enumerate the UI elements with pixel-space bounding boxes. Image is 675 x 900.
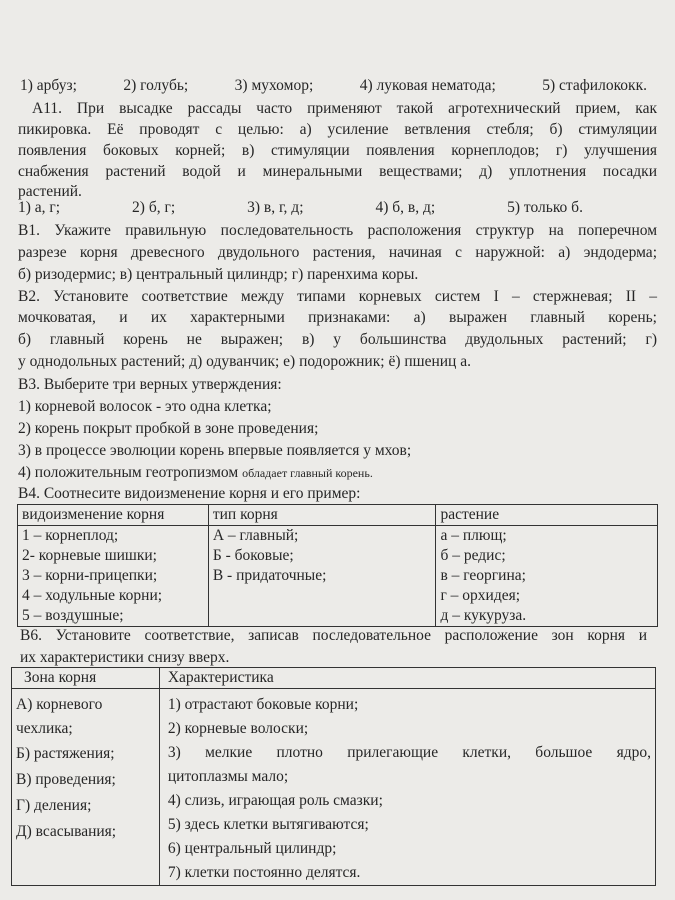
list-item: в – георгина; — [440, 567, 526, 584]
list-item: Г) деления; — [16, 797, 92, 814]
b2-line: В2. Установите соответствие между типами корневых систем I – стержневая; II – — [18, 288, 657, 305]
option: 3) мухомор; — [234, 77, 314, 94]
b1-line: В1. Укажите правильную последовательность расположения структур на поперечном — [18, 222, 657, 239]
list-item: 3) мелкие плотно прилегающие клетки, большое ядро, — [167, 744, 651, 761]
option: 5) стафилококк. — [542, 77, 647, 94]
list-item: 4 – ходульные корни; — [22, 587, 163, 604]
b3-item: 3) в процессе эволюции корень впервые появляется у мхов; — [18, 442, 412, 459]
b1-line: разрезе корня древесного двудольного растения, начиная с наружной: а) эндодерма; — [18, 244, 657, 261]
b6-header: Зона корня — [12, 668, 160, 689]
a11-line: появления боковых корней; в) стимуляции появления корнеплодов; г) улучшения — [18, 142, 657, 159]
b6-header-row — [12, 668, 656, 689]
list-item: б – редис; — [440, 547, 506, 564]
list-item: В - придаточные; — [212, 567, 327, 584]
list-item: цитоплазмы мало; — [167, 768, 289, 785]
option: 2) голубь; — [123, 77, 189, 94]
b6-characteristics — [159, 689, 655, 886]
b4-header: видоизменение корня — [18, 505, 209, 526]
b6-title: В6. Установите соответствие, записав последовательное расположение зон корня и — [20, 627, 647, 644]
b1-line: б) ризодермис; в) центральный цилиндр; г) паренхима коры. — [18, 266, 419, 283]
a11-line: А11. При высадке рассады часто применяют такой агротехнический прием, как — [32, 100, 657, 117]
option: 3) в, г, д; — [247, 199, 304, 216]
a11-options — [18, 198, 583, 218]
b6-title-cont: их характеристики снизу вверх. — [20, 649, 230, 666]
b3-item: 1) корневой волосок - это одна клетка; — [18, 398, 272, 415]
list-item: 2) корневые волоски; — [167, 720, 309, 737]
list-item: чехлика; — [16, 720, 73, 737]
b3-item: 2) корень покрыт пробкой в зоне проведения; — [18, 420, 319, 437]
list-item: Б - боковые; — [212, 547, 294, 564]
list-item: 5 – воздушные; — [22, 607, 124, 624]
b4-col-modification — [18, 526, 209, 627]
a11-line: снабжения растений водой и минеральными веществами; д) уплотнения посадки — [18, 163, 657, 180]
b6-body-row — [12, 689, 656, 886]
list-item: А – главный; — [212, 527, 299, 544]
b2-line: б) главный корень не выражен; в) у большинства двудольных растений; г) — [18, 331, 657, 348]
b4-col-root-type — [208, 526, 436, 627]
b3-item4-main: 4) положительным геотропизмом — [18, 464, 239, 481]
list-item: 3 – корни-прицепки; — [22, 567, 158, 584]
list-item: 1 – корнеплод; — [22, 527, 119, 544]
option: 4) б, в, д; — [375, 199, 436, 216]
b4-body-row — [18, 526, 658, 627]
top-options — [20, 76, 647, 96]
list-item: а – плющ; — [440, 527, 507, 544]
list-item: г – орхидея; — [440, 587, 521, 604]
b2-line: мочковатая, и их характерными признаками: а) выражен главный корень; — [18, 309, 657, 326]
list-item: 7) клетки постоянно делятся. — [167, 864, 361, 881]
zone-a: А) корневого — [16, 696, 103, 713]
list-item: Д) всасывания; — [16, 823, 117, 840]
b6-table — [11, 667, 656, 886]
b4-table — [17, 504, 658, 627]
list-item: В) проведения; — [16, 771, 116, 788]
list-item: Б) растяжения; — [16, 745, 115, 762]
list-item: 2- корневые шишки; — [22, 547, 157, 564]
b3-item4-small: обладает главный корень. — [242, 466, 373, 480]
b4-title: В4. Соотнесите видоизменение корня и его пример: — [18, 485, 361, 502]
option: 2) б, г; — [132, 199, 176, 216]
list-item: д – кукуруза. — [440, 607, 527, 624]
list-item: 6) центральный цилиндр; — [167, 840, 337, 857]
b6-header: Характеристика — [159, 668, 655, 689]
b6-zones — [12, 689, 160, 886]
b2-line: у однодольных растений; д) одуванчик; е) подорожник; ё) пшениц а. — [18, 353, 471, 370]
a11-line: растений. — [18, 183, 82, 200]
b4-header: растение — [436, 505, 658, 526]
option: 4) луковая нематода; — [359, 77, 496, 94]
b3-item — [18, 463, 657, 483]
b4-col-plant — [436, 526, 658, 627]
option: 1) арбуз; — [20, 77, 77, 94]
list-item: 1) отрастают боковые корни; — [167, 696, 359, 713]
list-item: 4) слизь, играющая роль смазки; — [167, 792, 383, 809]
b4-header-row — [18, 505, 658, 526]
a11-line: пикировка. Её проводят с целью: а) усиление ветвления стебля; б) стимуляции — [18, 121, 657, 138]
option: 1) а, г; — [18, 199, 61, 216]
list-item — [16, 693, 155, 717]
option: 5) только б. — [507, 199, 583, 216]
list-item: 5) здесь клетки вытягиваются; — [167, 816, 369, 833]
b3-title: В3. Выберите три верных утверждения: — [18, 376, 282, 393]
b4-header: тип корня — [208, 505, 436, 526]
